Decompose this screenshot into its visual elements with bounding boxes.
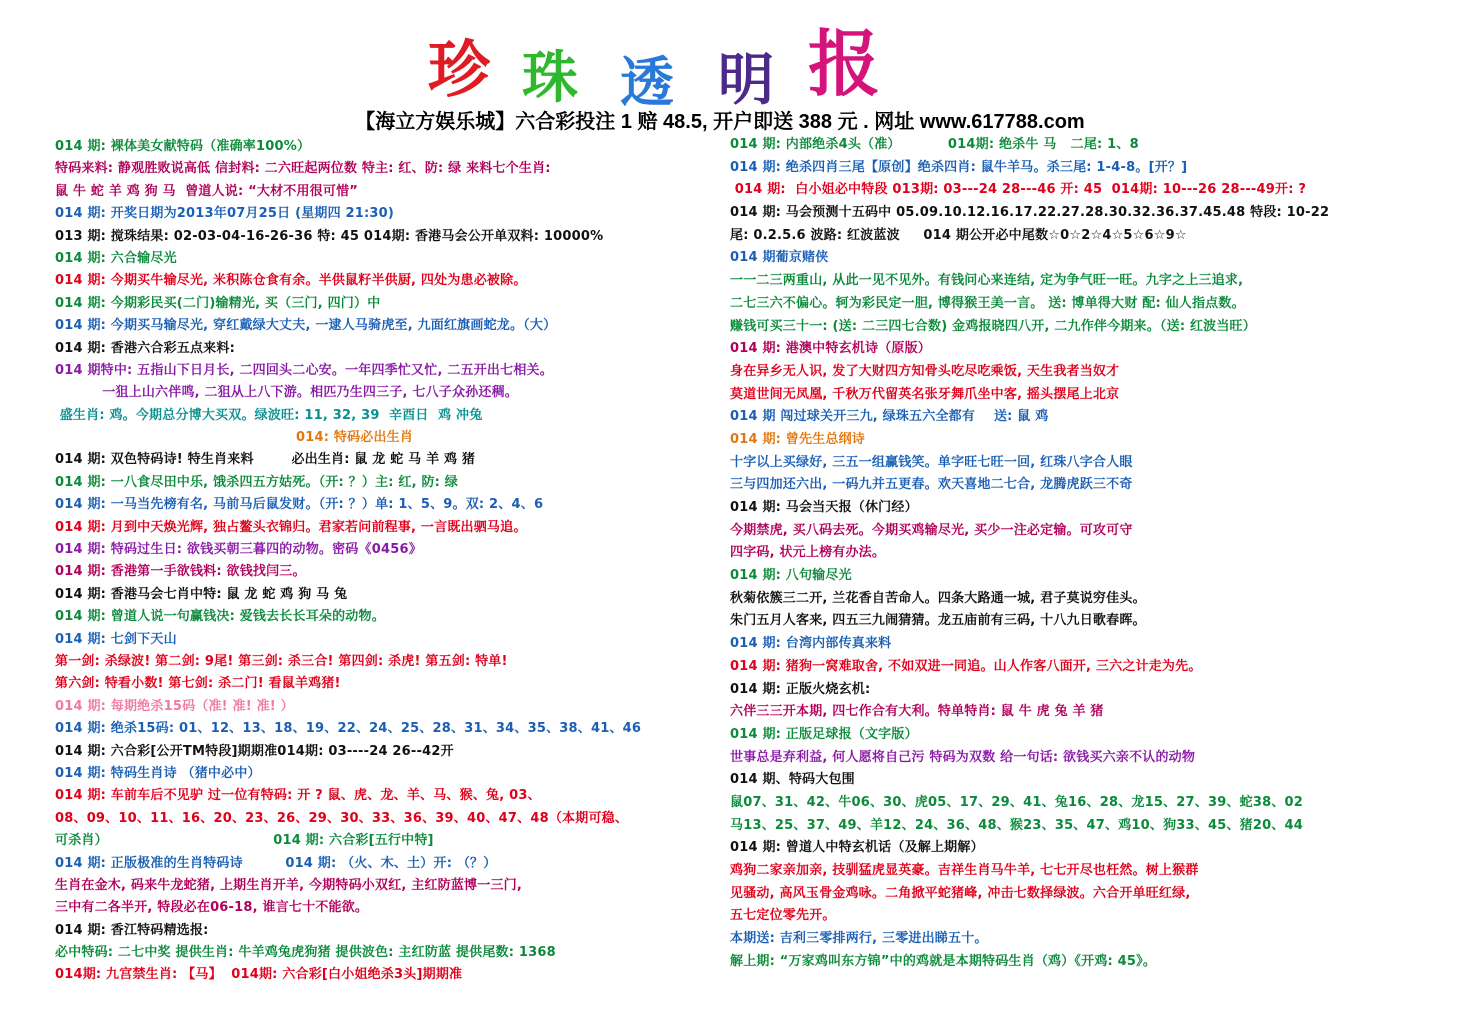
- text-line: 014 期: 每期绝杀15码（准! 准! 准! ）: [55, 698, 294, 714]
- text-line: 今期禁虎, 买八码去死。今期买鸡输尽光, 买少一注必定输。可攻可守: [730, 522, 1133, 538]
- left-column: [55, 136, 705, 987]
- text-line: 014 期: 一马当先榜有名, 马前马后鼠发财。（开: ？）单: 1、5、9。双: 2、4、6: [55, 497, 544, 513]
- text-line: 鼠 牛 蛇 羊 鸡 狗 马 曾道人说: “大材不用很可惜”: [55, 183, 359, 199]
- text-line: 生肖在金木, 码来牛龙蛇猪, 上期生肖开羊, 今期特码小双红, 主红防蓝博一三门,: [55, 877, 522, 893]
- text-line: 014 期 闯过球关开三九, 绿珠五六全都有 送: 鼠 鸡: [730, 409, 1049, 425]
- text-line: 013 期: 搅珠结果: 02-03-04-16-26-36 特: 45 014期: 香港马会公开单双料: 10000%: [55, 228, 604, 244]
- text-line: 秋菊依簇三二开, 兰花香自苦命人。四条大路通一城, 君子莫说穷佳头。: [730, 590, 1146, 606]
- text-line: 014 期: 正版极准的生肖特码诗 014 期: （火、木、土）开: （？）: [55, 855, 497, 871]
- text-line: 014 期: 车前车后不见驴 过一位有特码: 开 ? 鼠、虎、龙、羊、马、猴、兔, 03、: [55, 788, 541, 804]
- text-line: 014 期: 香港第一手欲钱料: 欲钱找闫三。: [55, 564, 306, 580]
- text-line: 鸡狗二家亲加亲, 技驯猛虎显英豪。吉祥生肖马牛羊, 七七开尽也枉然。树上猴群: [730, 863, 1199, 878]
- text-line: 08、09、10、11、16、20、23、26、29、30、33、36、39、40、47、48（本期可稳、: [55, 810, 629, 826]
- text-line: 014 期: 香港六合彩五点来料:: [55, 340, 235, 356]
- text-line: 014 期: 曾道人说一句赢钱决: 爱钱去长长耳朵的动物。: [55, 609, 385, 625]
- masthead-title: [0, 21, 1457, 114]
- title-char-2: 珠: [522, 45, 578, 111]
- text-line: 莫道世间无凤凰, 千秋万代留英名张牙舞爪坐中客, 摇头摆尾上北京: [730, 386, 1120, 402]
- text-line: 014 期: 白小姐必中特段 013期: 03---24 28---46 开: 45 014期: 10---26 28---49开: ?: [730, 182, 1307, 198]
- text-line: 特码来料: 静观胜败说高低 信封料: 二六旺起两位数 特主: 红、防: 绿 来料七个生肖:: [55, 161, 551, 177]
- text-line: 朱门五月人客来, 四五三九闹猜猜。龙五庙前有三码, 十八九日歌春晖。: [730, 613, 1146, 629]
- text-line: 014 期: 台湾内部传真来料: [730, 636, 892, 652]
- text-line: 赚钱可买三十一: (送: 二三四七合数) 金鸡报晓四八开, 二九作伴今期来。（送: 红波当旺）: [730, 318, 1256, 334]
- title-char-3: 透: [620, 50, 674, 114]
- text-line: 014 期: 一八食尽田中乐, 饿杀四五方姑死。（开: ？）主: 红, 防: 绿: [55, 474, 458, 490]
- text-line: 可杀肖） 014 期: 六合彩[五行中特]: [55, 833, 434, 849]
- text-line: 014 期: 六合输尽光: [55, 250, 177, 266]
- text-line: 014 期: 裸体美女献特码（准确率100%）: [55, 139, 311, 154]
- text-line: 014 期: 双色特码诗! 特生肖来料 必出生肖: 鼠 龙 蛇 马 羊 鸡 猪: [55, 452, 476, 468]
- right-column: [730, 134, 1430, 973]
- text-line: 一一二三两重山, 从此一见不见外。有钱问心来连结, 定为争气旺一旺。九字之上三追求,: [730, 273, 1244, 289]
- text-line: 014 期: 猪狗一窝难取舍, 不如双进一同追。山人作客八面开, 三六之计走为先。: [730, 658, 1202, 674]
- text-line: 014 期: 今期彩民买(二门)输精光, 买（三门, 四门）中: [55, 295, 381, 311]
- text-line: 014 期: 香江特码精选报:: [55, 922, 209, 938]
- text-line: 见骚动, 高风玉骨金鸡咏。二角掀平蛇猪峰, 冲击七数择绿波。六合开单旺红绿,: [730, 885, 1191, 901]
- text-line: 四字码, 状元上榜有办法。: [730, 545, 886, 561]
- text-line: 014 期: 六合彩[公开TM特段]期期准014期: 03----24 26--42开: [55, 743, 454, 759]
- text-line: 014 期: 绝杀15码: 01、12、13、18、19、22、24、25、28、31、34、35、38、41、46: [55, 721, 642, 737]
- text-line: 014 期、特码大包围: [730, 772, 855, 788]
- text-line: 014 期: 港澳中特玄机诗（原版）: [730, 341, 931, 357]
- text-line: 014 期: 正版火烧玄机:: [730, 681, 871, 697]
- title-char-1: 珍: [428, 33, 491, 106]
- text-line: 014 期: 香港马会七肖中特: 鼠 龙 蛇 鸡 狗 马 兔: [55, 586, 348, 602]
- text-line: 身在异乡无人识, 发了大财四方知骨头吃尽吃乘饭, 天生我者当奴才: [730, 363, 1120, 379]
- text-line: 盛生肖: 鸡。今期总分博大买双。绿波旺: 11, 32, 39 辛酉日 鸡 冲兔: [55, 407, 483, 423]
- text-line: 本期送: 吉利三零排两行, 三零进出睇五十。: [730, 931, 988, 947]
- text-line: 鼠07、31、42、牛06、30、虎05、17、29、41、兔16、28、龙15、27、39、蛇38、02: [730, 794, 1304, 810]
- text-line: 014 期: 绝杀四肖三尾【原创】绝杀四肖: 鼠牛羊马。杀三尾: 1-4-8。[开？]: [730, 159, 1188, 175]
- text-line: 014 期: 特码生肖诗 （猪中必中）: [55, 765, 261, 781]
- text-line: 014: 特码必出生肖: [55, 430, 414, 446]
- text-line: 解上期: “万家鸡叫东方锦”中的鸡就是本期特码生肖（鸡）《开鸡: 45》。: [730, 953, 1157, 969]
- text-line: 014 期: 曾先生总纲诗: [730, 431, 865, 447]
- text-line: 014 期: 曾道人中特玄机话（及解上期解）: [730, 840, 984, 856]
- text-line: 一狙上山六伴鸣, 二狙从上八下游。相匹乃生四三子, 七八子众孙还稠。: [55, 385, 518, 401]
- text-line: 014 期特中: 五指山下日月长, 二四回头二心安。一年四季忙又忙, 二五开出七相关。: [55, 362, 553, 378]
- text-line: 014 期: 月到中天焕光辉, 独占鳌头衣锦归。君家若问前程事, 一言既出驷马追。: [55, 519, 527, 535]
- text-line: 必中特码: 二七中奖 提供生肖: 牛羊鸡兔虎狗猪 提供波色: 主红防蓝 提供尾数: 1368: [55, 945, 556, 961]
- title-char-4: 明: [718, 47, 774, 113]
- text-line: 世事总是弃利益, 何人愿将自己污 特码为双数 给一句话: 欲钱买六亲不认的动物: [730, 749, 1196, 765]
- title-char-5: 报: [808, 21, 881, 106]
- text-line: 014 期: 特码过生日: 欲钱买朝三暮四的动物。密码《0456》: [55, 542, 422, 558]
- text-line: 二七三六不偏心。轲为彩民定一胆, 博得猴王美一言。 送: 博单得大财 配: 仙人指点数。: [730, 295, 1245, 311]
- text-line: 十字以上买绿好, 三五一组赢钱笑。单字旺七旺一回, 红珠八字合人眼: [730, 454, 1133, 470]
- text-line: 014 期: 正版足球报（文字版）: [730, 726, 918, 742]
- text-line: 014 期: 马会预测十五码中 05.09.10.12.16.17.22.27.28.30.32.36.37.45.48 特段: 10-22: [730, 205, 1330, 221]
- text-line: 014 期: 今期买牛输尽光, 米积陈仓食有余。半供鼠籽半供厨, 四处为患必被除。: [55, 273, 527, 289]
- text-line: 014 期: 马会当天报（休门经）: [730, 500, 918, 515]
- text-line: 014 期: 今期买马输尽光, 穿红戴绿大丈夫, 一逮人马骑虎至, 九面红旗画蛇龙。（大）: [55, 318, 557, 334]
- text-line: 014 期葡京赌侠: [730, 250, 829, 266]
- text-line: 尾: 0.2.5.6 波路: 红波蓝波 014 期公开必中尾数☆0☆2☆4☆5☆6☆9☆: [730, 227, 1187, 243]
- ad-subtitle: 【海立方娱乐城】六合彩投注 1 赔 48.5, 开户即送 388 元 . 网址 www.617788.com: [355, 111, 1085, 133]
- text-line: 六伴三三开本期, 四七作合有大利。特单特肖: 鼠 牛 虎 兔 羊 猪: [730, 704, 1104, 720]
- text-line: 第一剑: 杀绿波! 第二剑: 9尾! 第三剑: 杀三合! 第四剑: 杀虎! 第五剑: 特单!: [55, 653, 508, 669]
- text-line: 五七定位零先开。: [730, 908, 836, 924]
- text-line: 马13、25、37、49、羊12、24、36、48、猴23、35、47、鸡10、狗33、45、猪20、44: [730, 817, 1304, 833]
- text-line: 014 期: 七剑下天山: [55, 631, 177, 647]
- text-line: 014 期: 内部绝杀4头（准） 014期: 绝杀牛 马 二尾: 1、8: [730, 137, 1139, 152]
- text-line: 三与四加还六出, 一码九并五更春。欢天喜地二七合, 龙腾虎跃三不奇: [730, 477, 1133, 493]
- text-line: 014 期: 开奖日期为2013年07月25日 (星期四 21:30): [55, 206, 395, 222]
- text-line: 三中有二各半开, 特段必在06-18, 谁言七十不能欲。: [55, 900, 369, 916]
- text-line: 第六剑: 特看小数! 第七剑: 杀二门! 看鼠羊鸡猪!: [55, 676, 341, 692]
- text-line: 014 期: 八句输尽光: [730, 568, 852, 584]
- text-line: 014期: 九宫禁生肖: 【马】 014期: 六合彩[白小姐绝杀3头]期期准: [55, 967, 463, 983]
